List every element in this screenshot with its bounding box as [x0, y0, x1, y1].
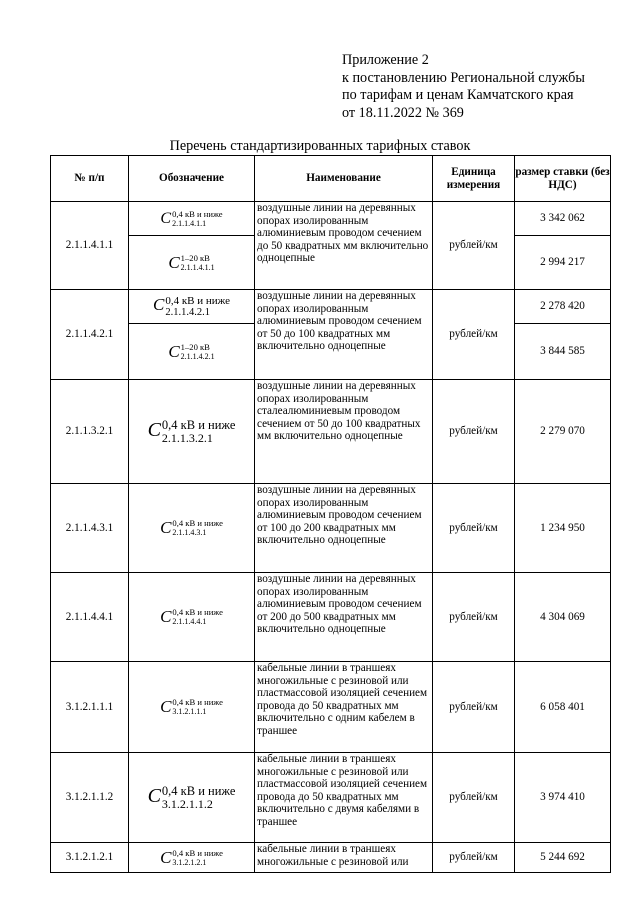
- appendix-line-3: по тарифам и ценам Камчатского края: [342, 87, 574, 104]
- row-designation: C 0,4 кВ и ниже 2.1.1.4.1.1: [129, 202, 255, 236]
- header-num: № п/п: [51, 156, 129, 202]
- table-title: Перечень стандартизированных тарифных ставок: [169, 138, 471, 154]
- row-number: 2.1.1.4.1.1: [51, 202, 129, 290]
- row-name: воздушные линии на деревянных опорах изолированным алюминиевым проводом сечением до 50 квадратных мм включительно одноцепные: [255, 202, 433, 290]
- appendix-header: [342, 52, 585, 122]
- appendix-line-2: к постановлению Региональной службы: [342, 69, 585, 86]
- row-number: 3.1.2.1.1.1: [51, 662, 129, 753]
- row-designation: C 0,4 кВ и ниже 2.1.1.4.2.1: [129, 290, 255, 324]
- header-unit: Единица измерения: [433, 156, 515, 202]
- table-row: [51, 484, 611, 573]
- row-unit: рублей/км: [433, 662, 515, 753]
- row-name: кабельные линии в траншеях многожильные с резиновой или пластмассовой изоляцией сечением провода до 50 квадратных мм включительно с одним кабелем в траншее: [255, 662, 433, 753]
- row-name: кабельные линии в траншеях многожильные с резиновой или: [255, 843, 433, 873]
- table-row: [51, 573, 611, 662]
- header-name: Наименование: [255, 156, 433, 202]
- appendix-line-4: от 18.11.2022 № 369: [342, 104, 464, 121]
- row-unit: рублей/км: [433, 573, 515, 662]
- row-rate: 4 304 069: [515, 573, 611, 662]
- row-name: воздушные линии на деревянных опорах изолированным алюминиевым проводом сечением от 100 до 200 квадратных мм включительно одноцепные: [255, 484, 433, 573]
- row-unit: рублей/км: [433, 380, 515, 484]
- row-number: 2.1.1.4.4.1: [51, 573, 129, 662]
- row-designation: C 1–20 кВ 2.1.1.4.2.1: [129, 324, 255, 380]
- table-row: [51, 380, 611, 484]
- row-rate: 2 279 070: [515, 380, 611, 484]
- table-row: [51, 843, 611, 873]
- row-designation: C 0,4 кВ и ниже 3.1.2.1.1.2: [129, 753, 255, 843]
- table-row: [51, 753, 611, 843]
- row-name: кабельные линии в траншеях многожильные с резиновой или пластмассовой изоляцией сечением провода до 50 квадратных мм включительно с двумя кабелями в траншее: [255, 753, 433, 843]
- table-header-row: [51, 156, 611, 202]
- row-name: воздушные линии на деревянных опорах изолированным сталеалюминиевым проводом сечением от 50 до 100 квадратных мм включительно одноцепные: [255, 380, 433, 484]
- row-rate: 6 058 401: [515, 662, 611, 753]
- row-designation: C 0,4 кВ и ниже 3.1.2.1.1.1: [129, 662, 255, 753]
- row-unit: рублей/км: [433, 753, 515, 843]
- row-number: 2.1.1.3.2.1: [51, 380, 129, 484]
- header-rate: размер ставки (без НДС): [515, 156, 611, 202]
- row-designation: C 0,4 кВ и ниже 2.1.1.3.2.1: [129, 380, 255, 484]
- row-rate: 5 244 692: [515, 843, 611, 873]
- row-designation: C 0,4 кВ и ниже 2.1.1.4.3.1: [129, 484, 255, 573]
- row-rate: 2 994 217: [515, 236, 611, 290]
- row-designation: C 0,4 кВ и ниже 2.1.1.4.4.1: [129, 573, 255, 662]
- row-unit: рублей/км: [433, 843, 515, 873]
- row-designation: C 0,4 кВ и ниже 3.1.2.1.2.1: [129, 843, 255, 873]
- row-unit: рублей/км: [433, 202, 515, 290]
- row-number: 3.1.2.1.2.1: [51, 843, 129, 873]
- table-row: [51, 662, 611, 753]
- row-rate: 3 974 410: [515, 753, 611, 843]
- header-code: Обозначение: [129, 156, 255, 202]
- row-designation: C 1–20 кВ 2.1.1.4.1.1: [129, 236, 255, 290]
- row-number: 3.1.2.1.1.2: [51, 753, 129, 843]
- row-name: воздушные линии на деревянных опорах изолированным алюминиевым проводом сечением от 200 до 500 квадратных мм включительно одноцепные: [255, 573, 433, 662]
- row-name: воздушные линии на деревянных опорах изолированным алюминиевым проводом сечением от 50 до 100 квадратных мм включительно одноцепные: [255, 290, 433, 380]
- row-unit: рублей/км: [433, 290, 515, 380]
- appendix-line-1: Приложение 2: [342, 52, 429, 68]
- row-number: 2.1.1.4.3.1: [51, 484, 129, 573]
- row-rate: 3 844 585: [515, 324, 611, 380]
- row-rate: 1 234 950: [515, 484, 611, 573]
- table-row: [51, 202, 611, 236]
- table-row: [51, 290, 611, 324]
- row-rate: 3 342 062: [515, 202, 611, 236]
- row-unit: рублей/км: [433, 484, 515, 573]
- row-rate: 2 278 420: [515, 290, 611, 324]
- rates-table: [50, 155, 611, 873]
- row-number: 2.1.1.4.2.1: [51, 290, 129, 380]
